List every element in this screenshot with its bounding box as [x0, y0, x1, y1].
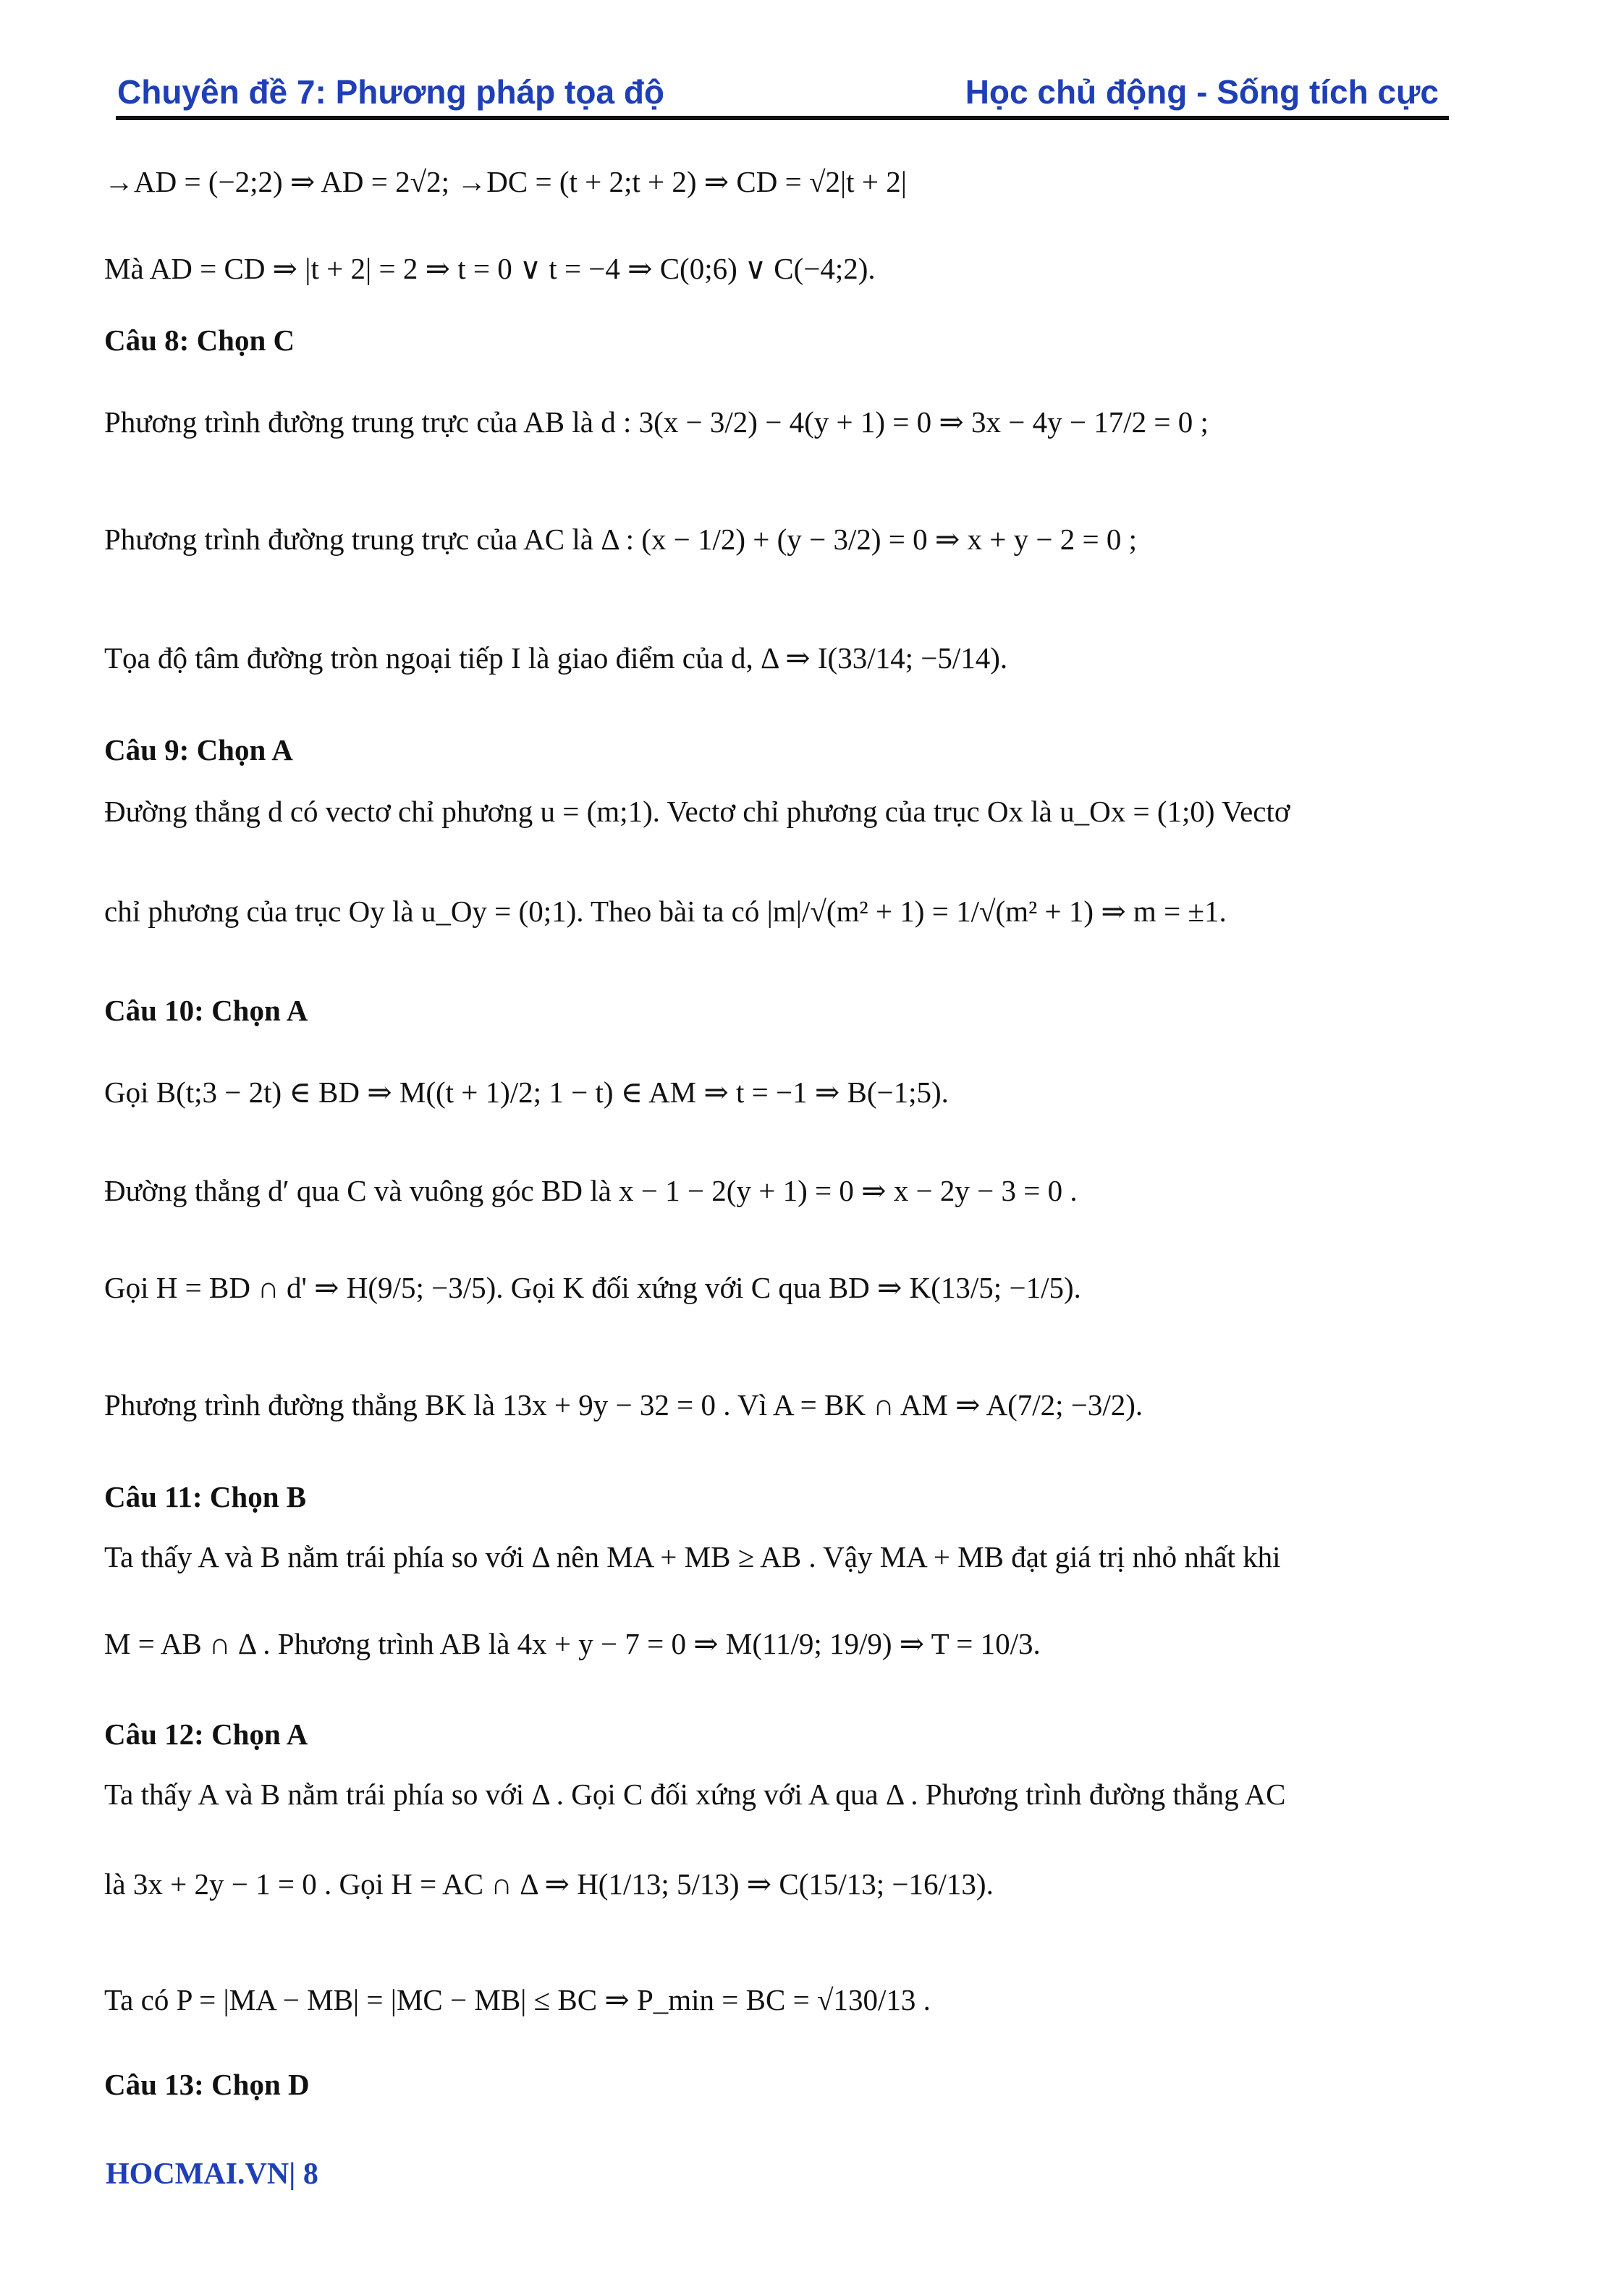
footer-site: HOCMAI.VN — [106, 2158, 289, 2191]
text-line: Mà AD = CD ⇒ |t + 2| = 2 ⇒ t = 0 ∨ t = −4 ⇒ C(0;6) ∨ C(−4;2). — [104, 252, 876, 285]
page-footer — [106, 2157, 318, 2192]
header-slogan: Học chủ động - Sống tích cực — [965, 73, 1439, 111]
text-line: Phương trình đường trung trực của AB là d : 3(x − 3/2) − 4(y + 1) = 0 ⇒ 3x − 4y − 17/2 = 0 ; — [104, 405, 1209, 439]
question-heading: Câu 9: Chọn A — [104, 733, 293, 766]
text-line: là 3x + 2y − 1 = 0 . Gọi H = AC ∩ Δ ⇒ H(1/13; 5/13) ⇒ C(15/13; −16/13). — [104, 1867, 994, 1901]
question-heading: Câu 12: Chọn A — [104, 1717, 308, 1751]
question-heading: Câu 13: Chọn D — [104, 2068, 310, 2101]
text-line: Ta có P = |MA − MB| = |MC − MB| ≤ BC ⇒ P_min = BC = √130/13 . — [104, 1983, 931, 2016]
text-line: Ta thấy A và B nằm trái phía so với Δ . Gọi C đối xứng với A qua Δ . Phương trình đường thẳng AC — [104, 1778, 1286, 1811]
question-heading: Câu 10: Chọn A — [104, 994, 308, 1027]
text-line: →AD = (−2;2) ⇒ AD = 2√2; →DC = (t + 2;t + 2) ⇒ CD = √2|t + 2| — [104, 165, 907, 198]
text-line: Gọi B(t;3 − 2t) ∈ BD ⇒ M((t + 1)/2; 1 − t) ∈ AM ⇒ t = −1 ⇒ B(−1;5). — [104, 1076, 949, 1109]
question-heading: Câu 11: Chọn B — [104, 1480, 307, 1513]
text-line: Gọi H = BD ∩ d' ⇒ H(9/5; −3/5). Gọi K đối xứng với C qua BD ⇒ K(13/5; −1/5). — [104, 1271, 1081, 1304]
question-heading: Câu 8: Chọn C — [104, 324, 295, 357]
footer-separator: | — [289, 2158, 296, 2191]
text-line: chỉ phương của trục Oy là u_Oy = (0;1). Theo bài ta có |m|/√(m² + 1) = 1/√(m² + 1) ⇒ m = ±1. — [104, 895, 1227, 928]
text-line: M = AB ∩ Δ . Phương trình AB là 4x + y − 7 = 0 ⇒ M(11/9; 19/9) ⇒ T = 10/3. — [104, 1627, 1041, 1660]
text-line: Đường thẳng d′ qua C và vuông góc BD là x − 1 − 2(y + 1) = 0 ⇒ x − 2y − 3 = 0 . — [104, 1174, 1078, 1207]
footer-page-number: 8 — [303, 2158, 318, 2191]
text-line: Phương trình đường trung trực của AC là Δ : (x − 1/2) + (y − 3/2) = 0 ⇒ x + y − 2 = 0 ; — [104, 523, 1137, 556]
text-line: Đường thẳng d có vectơ chỉ phương u = (m;1). Vectơ chỉ phương của trục Ox là u_Ox = (1;0) Vectơ — [104, 795, 1290, 828]
text-line: Tọa độ tâm đường tròn ngoại tiếp I là giao điểm của d, Δ ⇒ I(33/14; −5/14). — [104, 641, 1008, 675]
header-chapter-title: Chuyên đề 7: Phương pháp tọa độ — [117, 73, 665, 111]
text-line: Ta thấy A và B nằm trái phía so với Δ nên MA + MB ≥ AB . Vậy MA + MB đạt giá trị nhỏ nhất khi — [104, 1540, 1281, 1573]
text-line: Phương trình đường thẳng BK là 13x + 9y − 32 = 0 . Vì A = BK ∩ AM ⇒ A(7/2; −3/2). — [104, 1388, 1143, 1421]
header-rule — [116, 116, 1449, 120]
